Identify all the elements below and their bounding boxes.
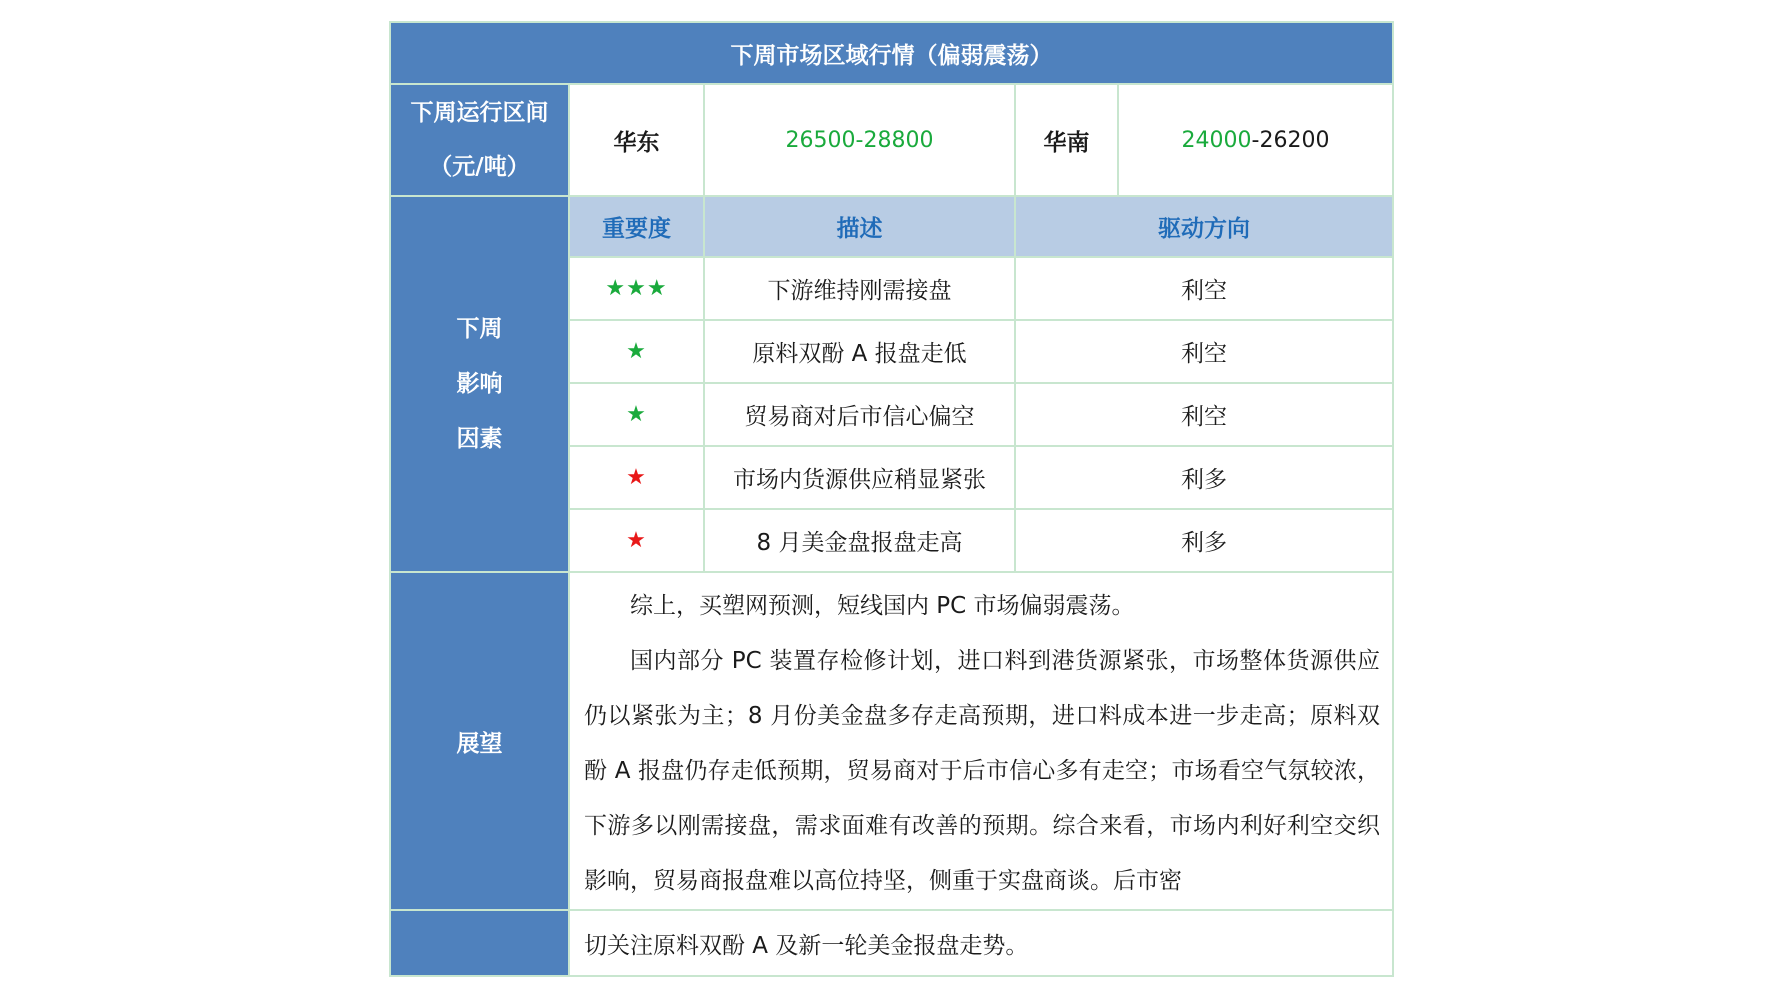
star-icon: ★ <box>626 339 647 364</box>
star-icon: ★ <box>626 402 647 427</box>
factor-description: 贸易商对后市信心偏空 <box>704 383 1015 446</box>
market-table-container <box>389 21 1392 974</box>
range-label <box>390 84 569 196</box>
outlook-text <box>569 572 1393 910</box>
factor-description: 下游维持刚需接盘 <box>704 257 1015 320</box>
range-east-high: 28800 <box>863 127 934 153</box>
factor-description: 市场内货源供应稍显紧张 <box>704 446 1015 509</box>
star-rating <box>569 257 704 320</box>
factor-direction: 利多 <box>1015 509 1393 572</box>
factor-direction: 利空 <box>1015 320 1393 383</box>
header-direction: 驱动方向 <box>1015 196 1393 257</box>
star-icon: ★★★ <box>605 276 668 301</box>
outlook-paragraph-3: 切关注原料双酚 A 及新一轮美金报盘走势。 <box>569 910 1393 976</box>
factor-description: 8 月美金盘报盘走高 <box>704 509 1015 572</box>
outlook-label-continued <box>390 910 569 976</box>
range-south-low: 24000 <box>1181 127 1252 153</box>
market-table <box>389 21 1394 977</box>
range-east <box>704 84 1015 196</box>
outlook-paragraph-1: 综上，买塑网预测，短线国内 PC 市场偏弱震荡。 <box>630 593 1135 619</box>
range-east-low: 26500 <box>785 127 856 153</box>
star-icon: ★ <box>626 528 647 553</box>
factor-direction: 利多 <box>1015 446 1393 509</box>
range-south <box>1118 84 1393 196</box>
factor-description: 原料双酚 A 报盘走低 <box>704 320 1015 383</box>
factors-label-line1: 下周 <box>456 315 503 342</box>
range-label-line2: （元/吨） <box>429 154 530 180</box>
page-title: 下周市场区域行情（偏弱震荡） <box>390 22 1393 84</box>
star-icon: ★ <box>626 465 647 490</box>
header-importance: 重要度 <box>569 196 704 257</box>
outlook-label: 展望 <box>390 572 569 910</box>
region-south: 华南 <box>1015 84 1118 196</box>
factors-label-line3: 因素 <box>456 425 503 452</box>
star-rating <box>569 509 704 572</box>
outlook-paragraph-2: 国内部分 PC 装置存检修计划，进口料到港货源紧张，市场整体货源供应仍以紧张为主；8 月份美金盘多存走高预期，进口料成本进一步走高；原料双酚 A 报盘仍存走低预期，贸易商对于后市信心多有走空；市场看空气氛较浓，下游多以刚需接盘，需求面难有改善的预期。综合来看，市场内利好利空交织影响，贸易商报盘难以高位持坚，侧重于实盘商谈。后市密 <box>584 648 1381 894</box>
factor-direction: 利空 <box>1015 257 1393 320</box>
range-south-high: 26200 <box>1259 127 1330 153</box>
range-south-sep: - <box>1251 127 1260 153</box>
factor-direction: 利空 <box>1015 383 1393 446</box>
factors-label-line2: 影响 <box>456 370 503 397</box>
range-east-sep: - <box>855 127 864 153</box>
star-rating <box>569 383 704 446</box>
header-description: 描述 <box>704 196 1015 257</box>
region-east: 华东 <box>569 84 704 196</box>
star-rating <box>569 320 704 383</box>
factors-label <box>390 196 569 572</box>
range-label-line1: 下周运行区间 <box>410 100 549 126</box>
star-rating <box>569 446 704 509</box>
